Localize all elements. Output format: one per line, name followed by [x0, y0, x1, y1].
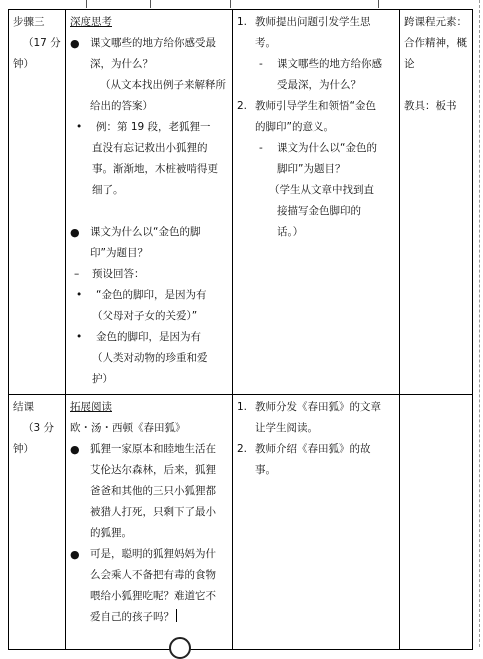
dash-icon: -: [259, 142, 263, 154]
resource-cell[interactable]: [400, 395, 473, 650]
ruler-tick: [150, 0, 151, 8]
answer-text: 护）: [92, 373, 113, 385]
activity-subtext: 课文为什么以“金色的: [277, 142, 377, 154]
bullet-icon: ●: [70, 443, 80, 456]
step-cell[interactable]: [9, 10, 66, 395]
answer-text: 金色的脚印，是因为有: [96, 331, 201, 343]
activity-subtext: 脚印”为题目？: [277, 163, 346, 175]
item-number: 2.: [237, 100, 248, 112]
item-number: 1.: [237, 401, 248, 413]
section-title: 拓展阅读: [70, 401, 112, 413]
activity-subtext: 受最深，为什么？: [277, 79, 361, 91]
example-text: 直没有忘记救出小狐狸的: [92, 142, 208, 154]
example-text: 事。渐渐地，木桩被啃得更: [92, 163, 218, 175]
list-item-text: 课文为什么以“金色的脚: [90, 226, 201, 238]
list-item-text: 爸爸和其他的三只小狐狸都: [90, 485, 216, 497]
list-item-text: 狐狸一家原本和睦地生活在: [90, 443, 216, 455]
activity-subtext: 课文哪些的地方给你感: [277, 58, 382, 70]
small-bullet-icon: •: [76, 331, 83, 343]
table-row-closing: [9, 395, 473, 650]
list-item-text: 深，为什么？: [90, 58, 153, 70]
list-item-text: 喂给小狐狸吃呢？难道它不: [90, 590, 216, 602]
activity-text: 事。: [255, 464, 276, 476]
bullet-icon: ●: [70, 548, 80, 561]
list-item: [70, 33, 228, 117]
answer-item: [70, 285, 228, 306]
activity-cell[interactable]: [233, 10, 400, 395]
activity-item: [237, 439, 395, 481]
step-duration: （3 分: [23, 422, 55, 434]
activity-text: 教师引导学生和领悟“金色: [255, 100, 376, 112]
dash-icon: -: [259, 58, 263, 70]
text-cursor: [176, 609, 177, 622]
list-item-text: 的狐狸。: [90, 527, 132, 539]
book-title: 欧・汤・西顿《春田狐》: [70, 422, 186, 434]
activity-subitem: [237, 138, 395, 180]
example-text: 例：第 19 段，老狐狸一: [96, 121, 211, 133]
content-cell[interactable]: [66, 395, 233, 650]
preset-label: – 预设回答：: [70, 264, 228, 285]
ruler-tick: [378, 0, 379, 8]
example-text: 细了。: [92, 184, 124, 196]
activity-cell[interactable]: [233, 395, 400, 650]
activity-subitem: [237, 54, 395, 96]
ruler-tick: [230, 0, 231, 8]
page-edge: [479, 0, 481, 647]
teaching-aid: 教具：板书: [404, 100, 457, 112]
dash-icon: –: [74, 268, 80, 280]
resource-text: 论: [404, 58, 415, 70]
list-item-text: 艾伦达尔森林，后来，狐狸: [90, 464, 216, 476]
list-item: [70, 544, 228, 628]
list-item-text: 可是，聪明的狐狸妈妈为什: [90, 548, 216, 560]
list-item-text: 印”为题目？: [90, 247, 148, 259]
lesson-plan-table[interactable]: [8, 9, 473, 650]
scroll-handle-icon[interactable]: [169, 637, 191, 659]
table-row-step3: [9, 10, 473, 395]
step-duration: （17 分: [23, 37, 61, 49]
activity-note: 话。）: [277, 226, 304, 238]
activity-text: 教师分发《春田狐》的文章: [255, 401, 381, 413]
step-label: 结课: [13, 401, 34, 413]
list-item: [70, 222, 228, 264]
activity-text: 让学生阅读。: [255, 422, 318, 434]
answer-text: “金色的脚印，是因为有: [96, 289, 207, 301]
list-item-text: 爱自己的孩子吗？: [90, 611, 174, 623]
list-item-note: 给出的答案）: [90, 100, 153, 112]
list-item-text: 被猎人打死，只剩下了最小: [90, 506, 216, 518]
step-cell[interactable]: [9, 395, 66, 650]
activity-item: [237, 12, 395, 54]
ruler-tick: [86, 0, 87, 8]
activity-text: 的脚印”的意义。: [255, 121, 334, 133]
list-item-note: （从文本找出例子来解释所: [100, 79, 226, 91]
step-label: 步骤三: [13, 16, 45, 28]
content-cell[interactable]: [66, 10, 233, 395]
resource-label: 跨课程元素：: [404, 16, 467, 28]
bullet-icon: ●: [70, 37, 80, 50]
resource-text: 合作精神，概: [404, 37, 467, 49]
step-duration-unit: 钟）: [13, 58, 34, 70]
small-bullet-icon: •: [76, 121, 83, 133]
step-duration-unit: 钟）: [13, 443, 34, 455]
item-number: 1.: [237, 16, 248, 28]
bullet-icon: ●: [70, 226, 80, 239]
answer-item: [70, 327, 228, 348]
activity-note: （学生从文章中找到直: [269, 184, 374, 196]
list-item: [70, 439, 228, 544]
list-item-text: 课文哪些的地方给你感受最: [90, 37, 216, 49]
example-item: [70, 117, 228, 138]
activity-item: [237, 96, 395, 138]
answer-text: （人类对动物的珍重和爱: [92, 352, 208, 364]
activity-note: 接描写金色脚印的: [277, 205, 361, 217]
activity-text: 考。: [255, 37, 276, 49]
answer-text: （父母对子女的关爱）”: [92, 310, 198, 322]
list-item-text: 么会乘人不备把有毒的食物: [90, 569, 216, 581]
activity-item: [237, 397, 395, 439]
small-bullet-icon: •: [76, 289, 83, 301]
activity-text: 教师提出问题引发学生思: [255, 16, 371, 28]
section-title: 深度思考: [70, 16, 112, 28]
activity-text: 教师介绍《春田狐》的故: [255, 443, 371, 455]
resource-cell[interactable]: [400, 10, 473, 395]
item-number: 2.: [237, 443, 248, 455]
